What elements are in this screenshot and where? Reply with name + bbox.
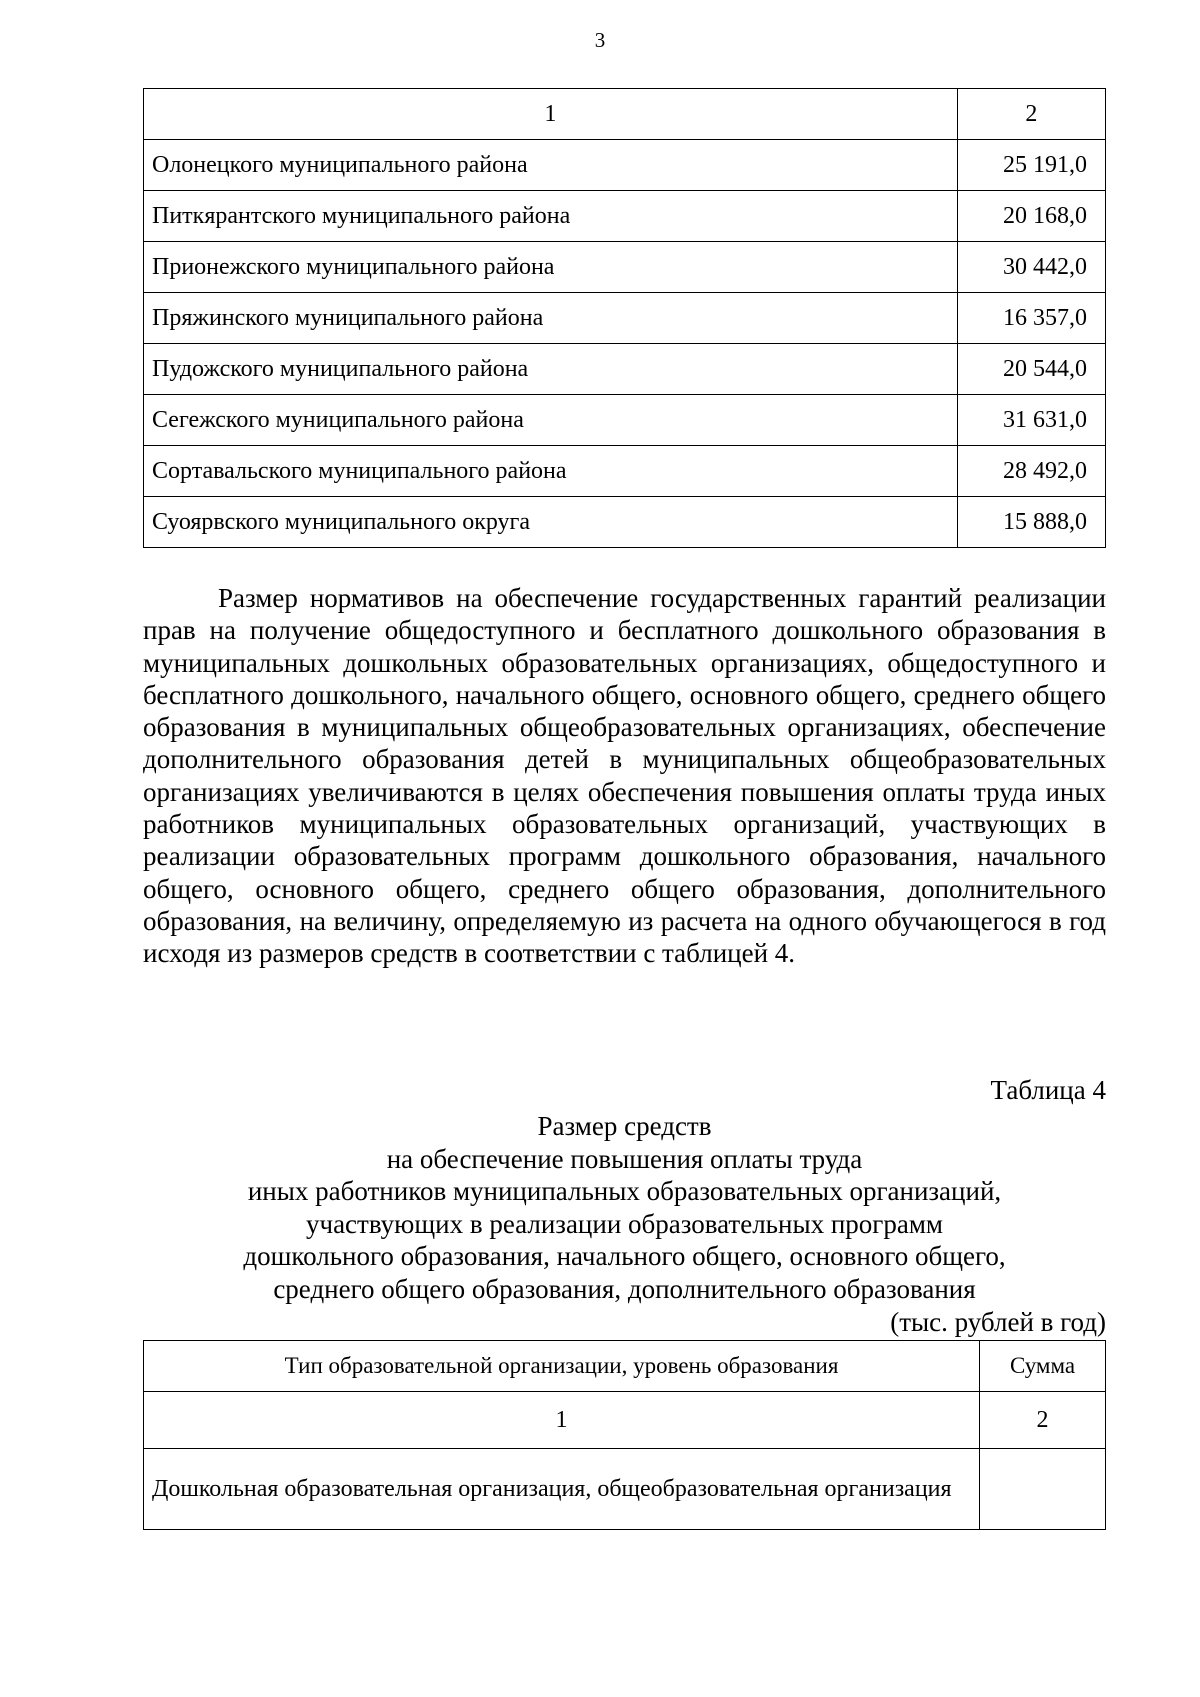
district-value: 15 888,0 — [957, 497, 1105, 548]
column-number-1: 1 — [144, 1392, 980, 1449]
funding-size-table — [143, 1340, 1106, 1530]
table-row — [144, 293, 1106, 344]
district-name: Сортавальского муниципального района — [144, 446, 958, 497]
table-row — [144, 395, 1106, 446]
district-funding-table — [143, 88, 1106, 548]
district-name: Суоярвского муниципального округа — [144, 497, 958, 548]
column-number-2: 2 — [957, 89, 1105, 140]
district-value: 20 168,0 — [957, 191, 1105, 242]
table-units: (тыс. рублей в год) — [890, 1307, 1106, 1337]
district-name: Олонецкого муниципального района — [144, 140, 958, 191]
column-number-row — [144, 1392, 1106, 1449]
organization-sum — [980, 1449, 1106, 1530]
table-title — [143, 1110, 1106, 1305]
table-row — [144, 344, 1106, 395]
table-header-row — [144, 89, 1106, 140]
table-caption: Таблица 4 — [990, 1075, 1106, 1105]
table-title-line: дошкольного образования, начального общего, основного общего, — [243, 1241, 1006, 1271]
table-row — [144, 140, 1106, 191]
organization-type: Дошкольная образовательная организация, общеобразовательная организация — [144, 1449, 980, 1530]
page-number: 3 — [594, 28, 606, 52]
table-row — [144, 242, 1106, 293]
column-number-1: 1 — [144, 89, 958, 140]
district-value: 20 544,0 — [957, 344, 1105, 395]
district-name: Питкярантского муниципального района — [144, 191, 958, 242]
district-name: Пряжинского муниципального района — [144, 293, 958, 344]
district-name: Пудожского муниципального района — [144, 344, 958, 395]
district-value: 30 442,0 — [957, 242, 1105, 293]
header-organization-type: Тип образовательной организации, уровень образования — [144, 1341, 980, 1392]
district-name: Сегежского муниципального района — [144, 395, 958, 446]
district-value: 25 191,0 — [957, 140, 1105, 191]
table-header-row — [144, 1341, 1106, 1392]
table-title-line: иных работников муниципальных образовательных организаций, — [247, 1176, 1002, 1206]
table-title-line: на обеспечение повышения оплаты труда — [386, 1143, 863, 1174]
table-title-line: участвующих в реализации образовательных программ — [305, 1208, 944, 1239]
district-value: 16 357,0 — [957, 293, 1105, 344]
district-value: 31 631,0 — [957, 395, 1105, 446]
column-number-2: 2 — [980, 1392, 1106, 1449]
table-row — [144, 497, 1106, 548]
header-sum: Сумма — [980, 1341, 1106, 1392]
table-row — [144, 1449, 1106, 1530]
table-row — [144, 446, 1106, 497]
body-paragraph: Размер нормативов на обеспечение государственных гарантий реализации прав на получение общедоступного и бесплатного дошкольного образования в муниципальных дошкольных образовательных организациях, общедоступного и бесплатного дошкольного, начального общего, основного общего, среднего общего образования в муниципальных общеобразовательных организациях, обеспечение дополнительного образования детей в муниципальных общеобразовательных организациях увеличиваются в целях обеспечения повышения оплаты труда иных работников муниципальных образовательных организаций, участвующих в реализации образовательных программ дошкольного образования, начального общего, основного общего, среднего общего образования, дополнительного образования, на величину, определяемую из расчета на одного обучающегося в год исходя из размеров средств в соответствии с таблицей 4. — [143, 583, 1106, 969]
table-title-line: среднего общего образования, дополнительного образования — [273, 1273, 976, 1304]
district-value: 28 492,0 — [957, 446, 1105, 497]
table-row — [144, 191, 1106, 242]
table-title-line: Размер средств — [537, 1111, 712, 1141]
district-name: Прионежского муниципального района — [144, 242, 958, 293]
